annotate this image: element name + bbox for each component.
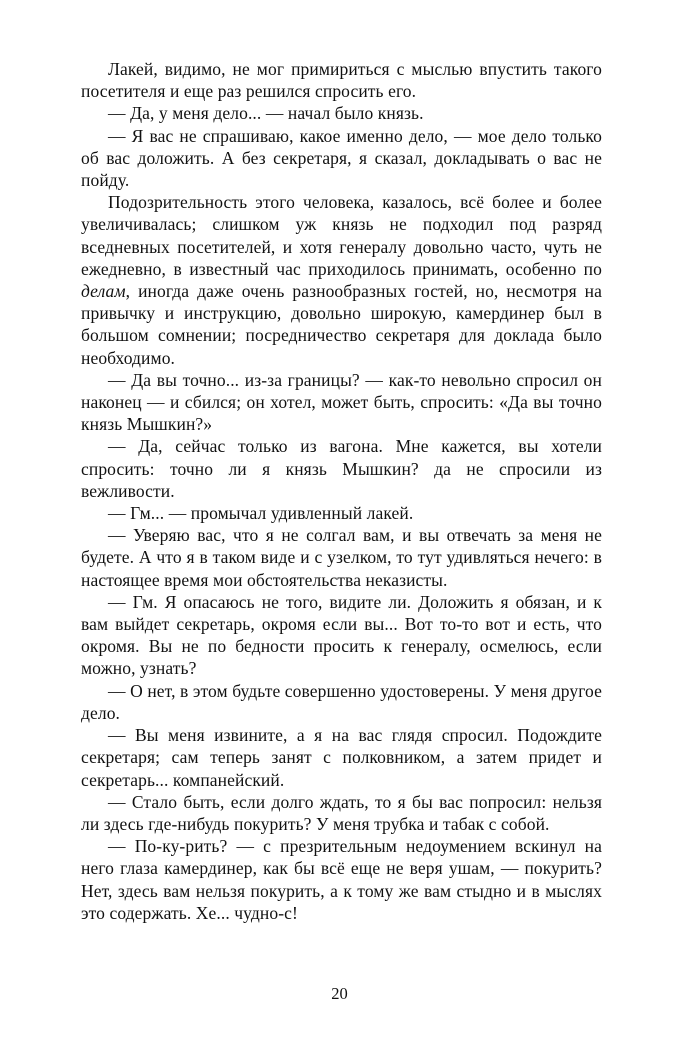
text-run: — Я вас не спрашиваю, какое именно дело, — мое дело только об вас доложить. А без секретаря, я сказал, докладывать о вас не пойду. <box>81 125 602 191</box>
paragraph <box>81 835 602 924</box>
text-run: , иногда даже очень разнообразных гостей, но, несмотря на привычку и инструкцию, довольно широкую, камердинер был в большом сомнении; посредничество секретаря для доклада было необходимо. <box>81 281 602 368</box>
paragraph <box>81 191 602 369</box>
italic-text-run: делам <box>81 281 126 302</box>
paragraph <box>81 502 602 524</box>
text-run: — О нет, в этом будьте совершенно удостоверены. У меня другое дело. <box>81 680 602 723</box>
paragraph <box>81 102 602 124</box>
text-run: — Да, у меня дело... — начал было князь. <box>108 103 424 124</box>
paragraph <box>81 369 602 436</box>
text-run: — Уверяю вас, что я не солгал вам, и вы отвечать за меня не будете. А что я в таком виде и с узелком, то тут удивляться нечего: в настоящее время мои обстоятельства неказисты. <box>81 525 602 590</box>
text-run: Подозрительность этого человека, казалось, всё более и более увеличивалась; слишком уж князь не подходил под разряд вседневных посетителей, и хотя генералу довольно часто, чуть не ежедневно, в известный час приходилось принимать, особенно по <box>81 192 602 279</box>
paragraph <box>81 724 602 791</box>
text-run: — Стало быть, если долго ждать, то я бы вас попросил: нельзя ли здесь где-нибудь покурить? У меня трубка и табак с собой. <box>81 791 602 834</box>
paragraph <box>81 125 602 192</box>
text-run: — Вы меня извините, а я на вас глядя спросил. Подождите секретаря; сам теперь занят с полковником, а затем придет и секретарь... компанейский. <box>81 725 602 790</box>
paragraph <box>81 680 602 724</box>
text-run: — Да вы точно... из-за границы? — как-то невольно спросил он наконец — и сбился; он хотел, может быть, спросить: «Да вы точно князь Мышкин?» <box>81 369 602 435</box>
paragraph <box>81 435 602 502</box>
text-block <box>81 58 602 924</box>
text-run: Лакей, видимо, не мог примириться с мыслью впустить такого посетителя и еще раз решился спросить его. <box>81 59 602 102</box>
paragraph <box>81 591 602 680</box>
paragraph <box>81 791 602 835</box>
paragraph <box>81 58 602 102</box>
text-run: — Да, сейчас только из вагона. Мне кажется, вы хотели спросить: точно ли я князь Мышкин? да не спросили из вежливости. <box>81 436 602 501</box>
paragraph <box>81 524 602 591</box>
text-run: — Гм... — промычал удивленный лакей. <box>108 503 414 524</box>
text-run: — По-ку-рить? — с презрительным недоумением вскинул на него глаза камердинер, как бы всё еще не веря ушам, — покурить? Нет, здесь вам нельзя покурить, а к тому же вам стыдно и в мыслях это содержать. Хе... чудно-с! <box>81 836 602 923</box>
text-run: — Гм. Я опасаюсь не того, видите ли. Доложить я обязан, и к вам выйдет секретарь, окромя если вы... Вот то-то вот и есть, что окромя. Вы не по бедности просить к генералу, осмелюсь, если можно, узнать? <box>81 591 602 679</box>
page-number: 20 <box>331 984 348 1003</box>
